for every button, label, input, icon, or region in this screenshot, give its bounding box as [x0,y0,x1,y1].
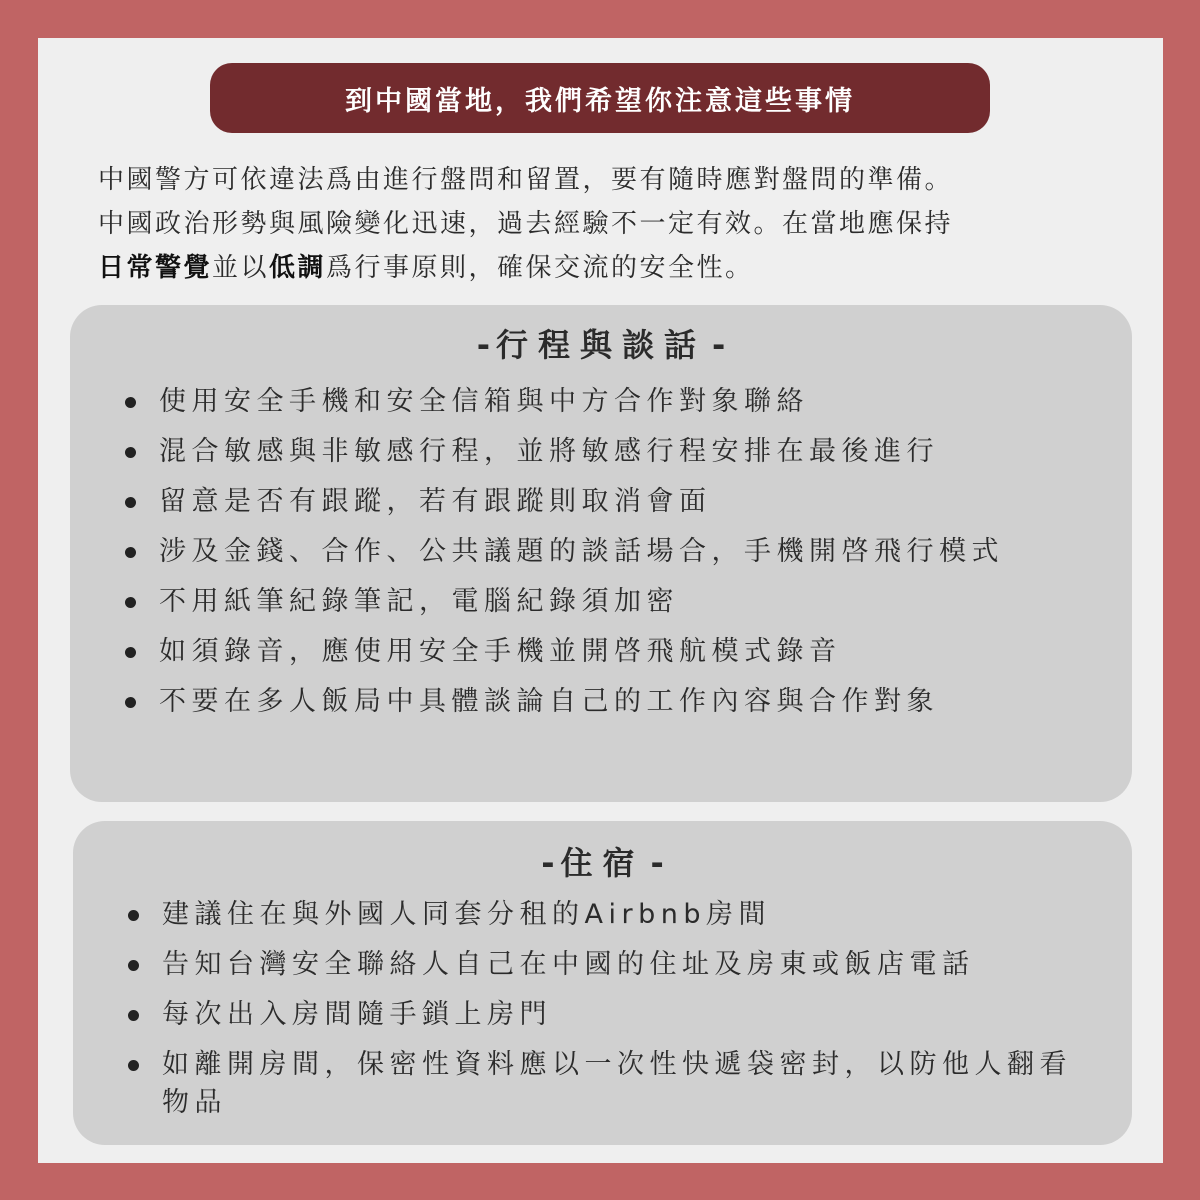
list-item [125,433,1092,471]
list-item-text: 建議住在與外國人同套分租的Airbnb房間 [162,899,771,930]
bullet-icon [128,1060,139,1071]
list-item [128,996,1092,1034]
bullet-icon [125,697,136,708]
banner-title: 到中國當地，我們希望你注意這些事情 [345,85,855,117]
bullet-icon [125,447,136,458]
bullet-icon [125,397,136,408]
content-card [38,38,1163,1163]
list-item [125,533,1092,571]
bullet-icon [125,597,136,608]
list-item-text: 不要在多人飯局中具體談論自己的工作內容與合作對象 [159,686,939,717]
list-item-text: 如離開房間，保密性資料應以一次性快遞袋密封，以防他人翻看物品 [162,1049,1072,1118]
section-title-text: 住宿 [560,844,645,882]
intro-emphasis: 日常警覺 [98,253,213,283]
intro-text: 並以 [212,253,270,283]
list-item [125,383,1092,421]
section-itinerary [70,305,1132,802]
intro-emphasis: 低調 [269,253,327,283]
list-item [128,896,1092,934]
list-item [125,583,1092,621]
list-item-text: 留意是否有跟蹤，若有跟蹤則取消會面 [159,486,712,517]
section-title [70,325,1132,365]
intro-line [98,246,1108,290]
bullet-icon [125,547,136,558]
list-item-text: 涉及金錢、合作、公共議題的談話場合，手機開啓飛行模式 [159,536,1004,567]
title-dash: - [476,326,490,364]
section-list [128,896,1092,1134]
list-item-text: 如須錄音，應使用安全手機並開啓飛航模式錄音 [159,636,842,667]
list-item [128,1046,1092,1122]
intro-line: 中國警方可依違法爲由進行盤問和留置，要有隨時應對盤問的準備。 [98,165,954,195]
list-item [125,483,1092,521]
bullet-icon [125,497,136,508]
section-accommodation [73,821,1132,1145]
section-title [73,843,1132,883]
list-item-text: 使用安全手機和安全信箱與中方合作對象聯絡 [159,386,809,417]
section-list [125,383,1092,733]
bullet-icon [128,1010,139,1021]
list-item-text: 告知台灣安全聯絡人自己在中國的住址及房東或飯店電話 [162,949,975,980]
intro-line: 中國政治形勢與風險變化迅速，過去經驗不一定有效。在當地應保持 [98,209,954,239]
title-dash: - [541,844,555,882]
title-dash: - [650,844,664,882]
list-item-text: 不用紙筆紀錄筆記，電腦紀錄須加密 [159,586,679,617]
list-item-text: 混合敏感與非敏感行程，並將敏感行程安排在最後進行 [159,436,939,467]
section-title-text: 行程與談話 [495,326,706,364]
banner [210,63,990,133]
intro-text: 爲行事原則，確保交流的安全性。 [326,253,754,283]
intro-paragraph [98,158,1108,290]
list-item-text: 每次出入房間隨手鎖上房門 [162,999,552,1030]
list-item [128,946,1092,984]
bullet-icon [128,960,139,971]
bullet-icon [128,910,139,921]
list-item [125,683,1092,721]
bullet-icon [125,647,136,658]
title-dash: - [712,326,726,364]
list-item [125,633,1092,671]
